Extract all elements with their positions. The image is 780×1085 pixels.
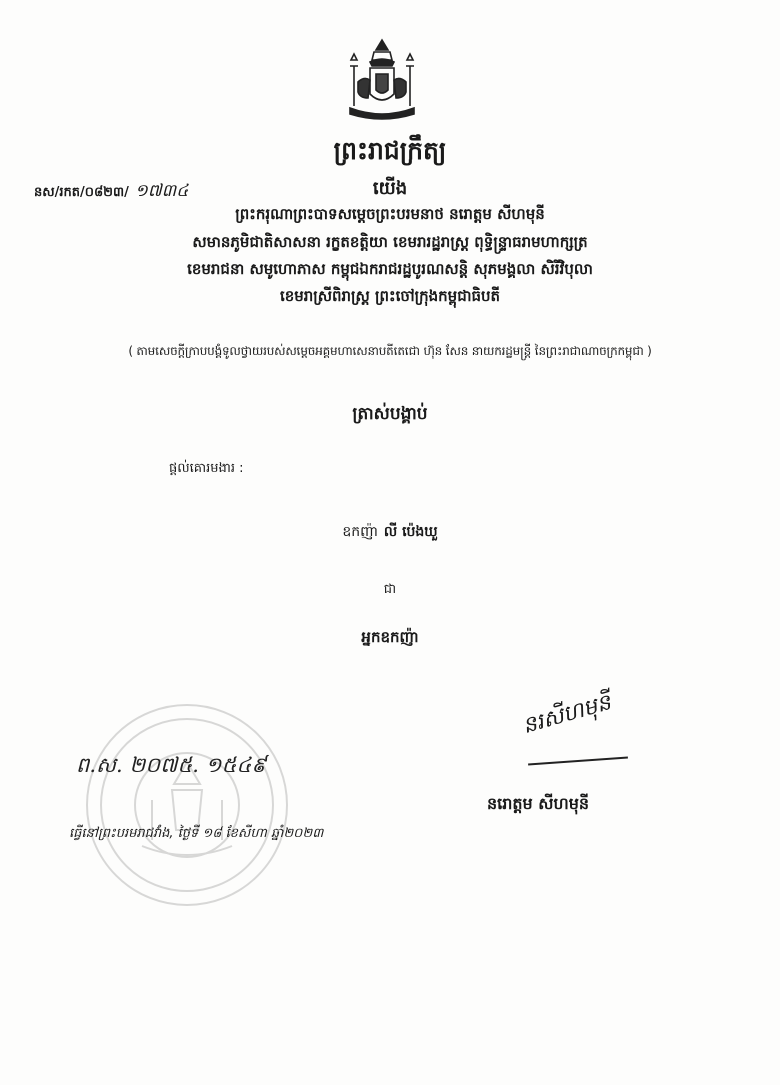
preamble-line-4: ខេមរាស្រីពិរាស្ត្រ ព្រះចៅក្រុងកម្ពុជាធិបតី bbox=[279, 287, 501, 305]
preamble-line-1: ព្រះករុណាព្រះបាទសម្តេចព្រះបរមនាថ នរោត្តម សីហមុនី bbox=[235, 205, 545, 223]
as-word: ជា bbox=[383, 582, 397, 597]
we-heading: យើង bbox=[372, 178, 408, 199]
royal-coat-of-arms-icon bbox=[340, 36, 424, 124]
proposal-note: ( តាមសេចក្តីក្រាបបង្គំទូលថ្វាយរបស់សម្តេចអគ្គមហាសេនាបតីតេជោ ហ៊ុន សែន នាយករដ្ឋមន្ត្រី នៃព្រះរាជាណាចក្រកម្ពុជា ) bbox=[128, 344, 652, 358]
rank-title: អ្នកឧកញ៉ា bbox=[361, 628, 419, 646]
award-label: ផ្តល់គោរមងារ : bbox=[169, 461, 244, 476]
reference-number-printed: នស/រកត/០៨២៣/ bbox=[34, 185, 129, 200]
registry-number-handwritten: ព.ស. ២០៧៥. ១៥៤៩ bbox=[76, 753, 267, 777]
honoree-prefix: ឧកញ៉ា bbox=[342, 524, 378, 540]
signature-underline bbox=[528, 757, 628, 766]
royal-seal-stamp bbox=[82, 700, 292, 910]
preamble-line-2: សមានភូមិជាតិសាសនា រក្ខតខត្តិយា ខេមរារដ្ឋរាស្ត្រ ពុទ្ធិន្ទ្រាធរាមហាក្សត្រ bbox=[192, 233, 588, 251]
document-title: ព្រះរាជក្រឹត្យ bbox=[333, 136, 447, 165]
honoree bbox=[0, 522, 780, 543]
preamble-line-3: ខេមរាជនា សមូហោភាស កម្ពុជឯករាជរដ្ឋបូរណសន្តិ សុភមង្គលា សិរីវិបុលា bbox=[187, 260, 593, 278]
king-signature: នរសីហមុនី bbox=[519, 690, 614, 740]
decree-heading: ត្រាស់បង្គាប់ bbox=[352, 404, 428, 424]
honoree-name: លី ប៉េងឃួ bbox=[383, 524, 438, 540]
date-line: ធ្វើនៅព្រះបរមរាជវាំង, ថ្ងៃទី ១៨ ខែសីហា ឆ្នាំ២០២៣ bbox=[69, 826, 324, 841]
reference-number-handwritten: ១៧៣៤ bbox=[134, 181, 189, 201]
signatory-name: នរោត្តម សីហមុនី bbox=[487, 794, 590, 813]
